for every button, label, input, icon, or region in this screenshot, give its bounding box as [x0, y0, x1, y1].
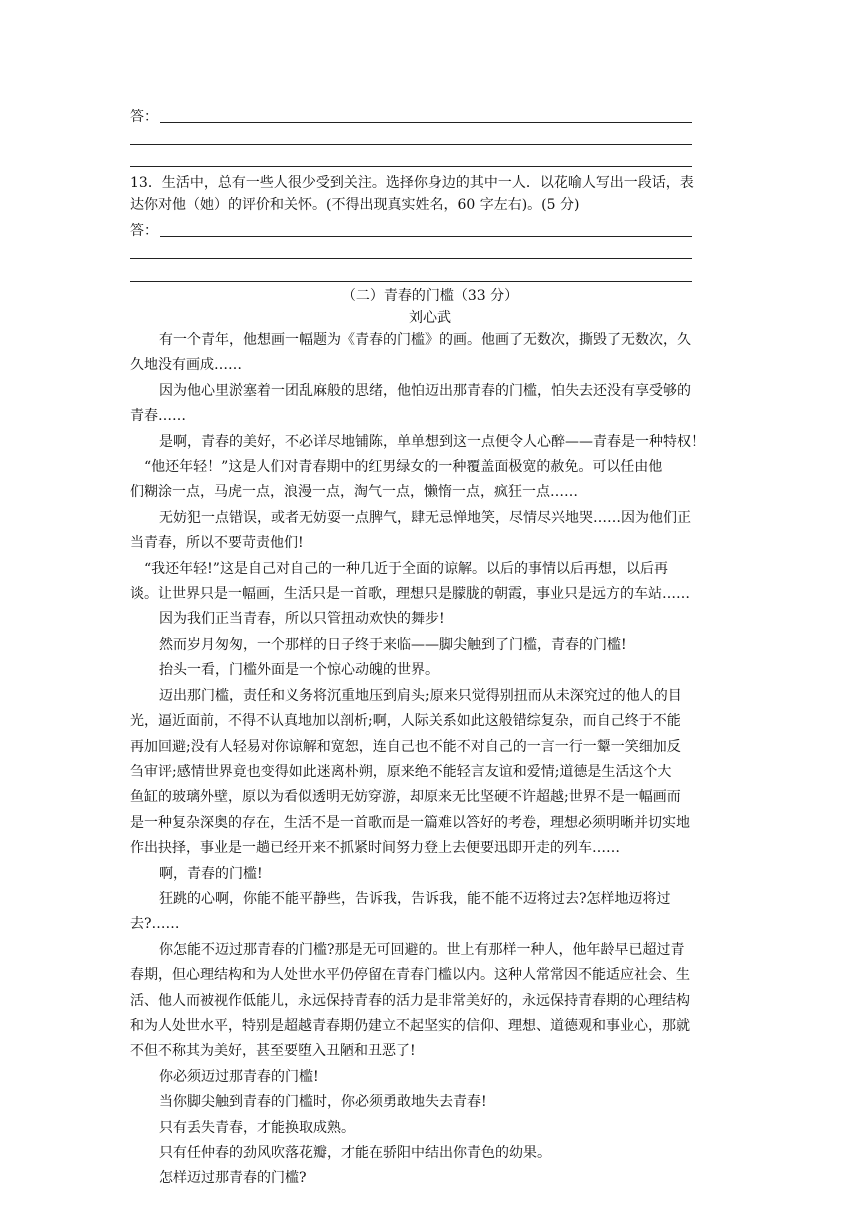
passage-line: 当青春，所以不要苛责他们! [130, 535, 304, 552]
passage-line: 因为我们正当青春，所以只管扭动欢快的舞步! [159, 611, 445, 628]
passage-line: 不但不称其为美好，甚至要堕入丑陋和丑恶了! [130, 1043, 416, 1060]
passage-line: 去?…… [130, 916, 180, 933]
passage-line: 活、他人而被视作低能儿，永远保持青春的活力是非常美好的，永远保持青春期的心理结构 [130, 992, 690, 1009]
passage-line: 久地没有画成…… [130, 357, 242, 374]
passage-line: 有一个青年，他想画一幅题为《青春的门槛》的画。他画了无数次，撕毁了无数次，久 [159, 332, 691, 348]
passage-line: 和为人处世水平，特别是超越青春期仍建立不起坚实的信仰、理想、道德观和事业心，那就 [130, 1017, 690, 1034]
passage-line: 当你脚尖触到青春的门槛时，你必须勇敢地失去青春! [159, 1094, 487, 1111]
section-author: 刘心武 [409, 310, 451, 326]
passage-line: 是啊，青春的美好，不必详尽地铺陈，单单想到这一点便令人心醉——青春是一种特权！ [159, 433, 705, 450]
passage-line: 啊，青春的门槛! [159, 865, 263, 882]
passage-line: 怎样迈过那青春的门槛? [159, 1170, 307, 1187]
passage-line: “他还年轻！”这是人们对青春期中的红男绿女的一种覆盖面极宽的赦免。可以任由他 [144, 459, 663, 476]
answer-line [130, 258, 692, 259]
passage-line: 迈出那门槛，责任和义务将沉重地压到肩头;原来只觉得别扭而从未深究过的他人的目 [159, 687, 682, 704]
passage-line: 因为他心里淤塞着一团乱麻般的思绪，他怕迈出那青春的门槛，怕失去还没有享受够的 [159, 382, 691, 399]
passage-line: 你必须迈过那青春的门槛! [159, 1068, 319, 1085]
answer-line [130, 166, 692, 167]
answer-label-1: 答： [130, 109, 158, 125]
passage-line: 狂跳的心啊，你能不能平静些，告诉我，告诉我，能不能不迈将过去?怎样地迈将过 [159, 890, 671, 907]
passage-line: 谈。让世界只是一幅画，生活只是一首歌，理想只是朦胧的朝霞，事业只是远方的车站…… [130, 586, 690, 603]
section-title: （二）青春的门槛（33 分） [341, 288, 519, 304]
passage-line: 无妨犯一点错误，或者无妨耍一点脾气，肆无忌惮地笑，尽情尽兴地哭……因为他们正 [159, 509, 691, 526]
passage-line: 只有任仲春的劲风吹落花瓣，才能在骄阳中结出你青色的幼果。 [159, 1145, 551, 1161]
passage-line: 你怎能不迈过那青春的门槛?那是无可回避的。世上有那样一种人，他年龄早已超过青 [159, 941, 685, 958]
answer-line [160, 236, 692, 237]
passage-line: 刍审评;感情世界竟也变得如此迷离朴朔，原来绝不能轻言友谊和爱情;道德是生活这个大 [130, 763, 672, 780]
answer-label-2: 答： [130, 223, 158, 239]
answer-line [160, 122, 692, 123]
passage-line: 再加回避;没有人轻易对你谅解和宽恕，连自己也不能不对自己的一言一行一颦一笑细加反 [130, 738, 681, 755]
passage-line: 光，逼近面前，不得不认真地加以剖析;啊，人际关系如此这般错综复杂，而自己终于不能 [130, 713, 681, 730]
passage-line: 春期，但心理结构和为人处世水平仍停留在青春门槛以内。这种人常常因不能适应社会、生 [130, 967, 690, 984]
passage-line: “我还年轻!”这是自己对自己的一种几近于全面的谅解。以后的事情以后再想，以后再 [144, 560, 668, 577]
passage-body [130, 328, 730, 1192]
question-13-line-2: 达你对他（她）的评价和关怀。(不得出现真实姓名，60 字左右)。(5 分) [130, 197, 580, 213]
question-13-line-1: 13．生活中，总有一些人很少受到关注。选择你身边的其中一人．以花喻人写出一段话，表 [130, 175, 694, 191]
passage-line: 然而岁月匆匆，一个那样的日子终于来临——脚尖触到了门槛，青春的门槛! [159, 636, 627, 653]
passage-line: 是一种复杂深奥的存在，生活不是一首歌而是一篇难以答好的考卷，理想必须明晰并切实地 [130, 814, 690, 831]
passage-line: 们糊涂一点，马虎一点，浪漫一点，淘气一点，懒惰一点，疯狂一点…… [130, 484, 578, 501]
passage-line: 鱼缸的玻璃外壁，原以为看似透明无妨穿游，却原来无比坚硬不许超越;世界不是一幅画而 [130, 789, 681, 806]
answer-line [130, 144, 692, 145]
passage-line: 青春…… [130, 408, 186, 425]
passage-line: 只有丢失青春，才能换取成熟。 [159, 1119, 355, 1136]
question-13 [130, 170, 730, 218]
answer-line [130, 281, 692, 282]
passage-line: 抬头一看，门槛外面是一个惊心动魄的世界。 [159, 662, 439, 679]
passage-line: 作出抉择，事业是一趟已经开来不抓紧时间努力登上去便要迅即开走的列车…… [130, 840, 620, 857]
